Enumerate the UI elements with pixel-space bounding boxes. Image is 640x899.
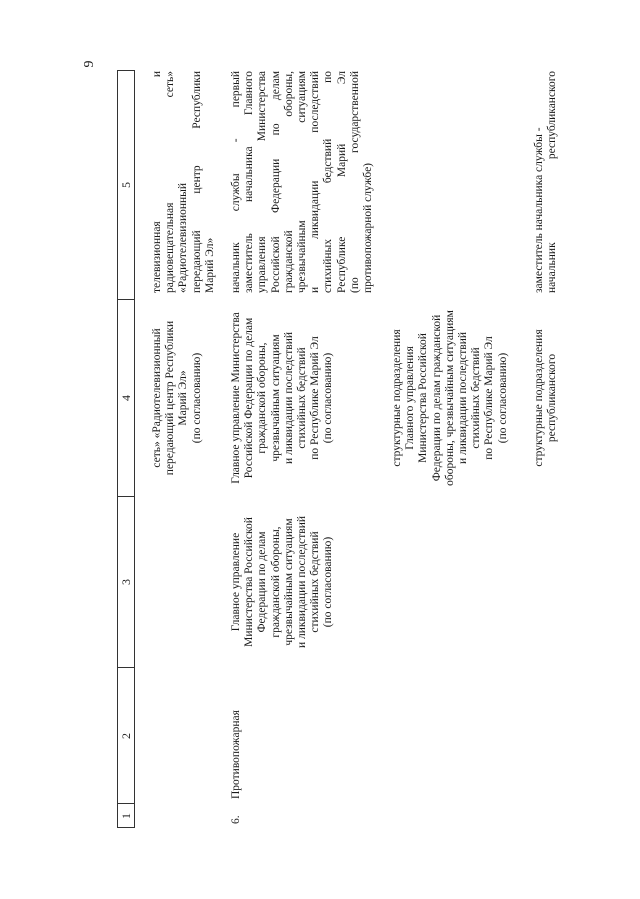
col-sep-2 [117, 803, 135, 804]
text-line: структурные подразделения [533, 329, 545, 467]
text-line: и ликвидации последствий [457, 331, 470, 465]
row-number: 6. [230, 815, 242, 824]
text-line: телевизионная и [151, 71, 163, 293]
table-top-border [117, 70, 118, 828]
header-col-4: 4 [119, 395, 133, 401]
prev-row-col4 [151, 301, 204, 495]
text-line: радиовещательная сеть» [164, 71, 177, 293]
text-line: управления Министерства [256, 71, 269, 293]
text-line: передающий центр Республики [190, 71, 203, 293]
header-col-5: 5 [119, 182, 133, 188]
text-line: стихийных бедствий по [322, 71, 335, 293]
services-table [117, 70, 577, 828]
row6-col3 [230, 498, 336, 666]
text-line: сеть» «Радиотелевизионный [151, 328, 163, 468]
col-sep-3 [117, 667, 135, 668]
text-line: заместитель начальника Главного [243, 71, 256, 293]
text-line: (по согласованию) [322, 352, 335, 444]
text-line: чрезвычайным ситуациям [296, 71, 309, 293]
text-line: Республике Марий Эл [335, 71, 348, 293]
text-line: (по государственной [348, 71, 361, 293]
text-line: начальник службы - первый [230, 71, 242, 293]
text-line: Федерации по делам гражданской [430, 314, 443, 482]
text-line: стихийных бедствий [470, 347, 483, 449]
col-sep-6 [117, 70, 135, 71]
header-col-3: 3 [119, 579, 133, 585]
text-line: Министерства Российской [243, 517, 256, 647]
text-line: чрезвычайным ситуациям [282, 518, 295, 646]
col-sep-4 [117, 496, 135, 497]
text-line: и ликвидации последствий [296, 515, 309, 649]
text-line: Главное управление Министерства [230, 312, 242, 484]
text-line: обороны, чрезвычайным ситуациям [443, 310, 456, 486]
text-line: Главного управления [404, 346, 417, 450]
text-line: Главное управление [230, 532, 242, 632]
service-name: Противопожарная [230, 710, 242, 799]
row6-col4-structural [391, 300, 510, 496]
text-line: республиканского [546, 353, 559, 443]
text-line: (по согласованию) [190, 352, 203, 444]
text-line: гражданской обороны, [282, 71, 295, 293]
row6-col5-deputy [533, 71, 559, 293]
page-number: 9 [82, 60, 97, 68]
text-line: Марий Эл» [203, 237, 216, 293]
text-line: по Республике Марий Эл [309, 336, 322, 460]
text-line: чрезвычайным ситуациям [269, 334, 282, 462]
text-line: и ликвидации последствий [282, 331, 295, 465]
text-line: Марий Эл» [177, 370, 190, 426]
col-sep-5 [117, 299, 135, 300]
header-col-2: 2 [119, 733, 133, 739]
text-line: и ликвидации последствий [309, 71, 322, 293]
text-line: (по согласованию) [322, 536, 335, 628]
text-line: стихийных бедствий [296, 347, 309, 449]
header-col-1: 1 [119, 813, 133, 819]
text-line: структурные подразделения [391, 329, 403, 467]
text-line: заместитель начальника службы - [533, 127, 545, 293]
text-line: Российской Федерации по делам [243, 317, 256, 479]
text-line: гражданской обороны, [256, 342, 269, 454]
text-line: (по согласованию) [496, 352, 509, 444]
row6-col4-republican [533, 300, 559, 496]
text-line: Министерства Российской [417, 333, 430, 463]
row6-col5-main [230, 71, 375, 293]
text-line: начальник республиканского [546, 71, 559, 293]
prev-row-col5 [151, 71, 217, 293]
text-line: передающий центр Республики [164, 320, 177, 476]
row6-col4-main [230, 300, 336, 496]
text-line: стихийных бедствий [309, 531, 322, 633]
text-line: Российской Федерации по делам [269, 71, 282, 293]
header-bottom-border [134, 70, 135, 828]
text-line: гражданской обороны, [269, 526, 282, 638]
text-line: Федерации по делам [256, 531, 269, 633]
col-sep-1 [117, 827, 135, 828]
text-line: «Радиотелевизионный [177, 182, 190, 293]
text-line: противопожарной службе) [362, 162, 375, 293]
text-line: по Республике Марий Эл [483, 336, 496, 460]
